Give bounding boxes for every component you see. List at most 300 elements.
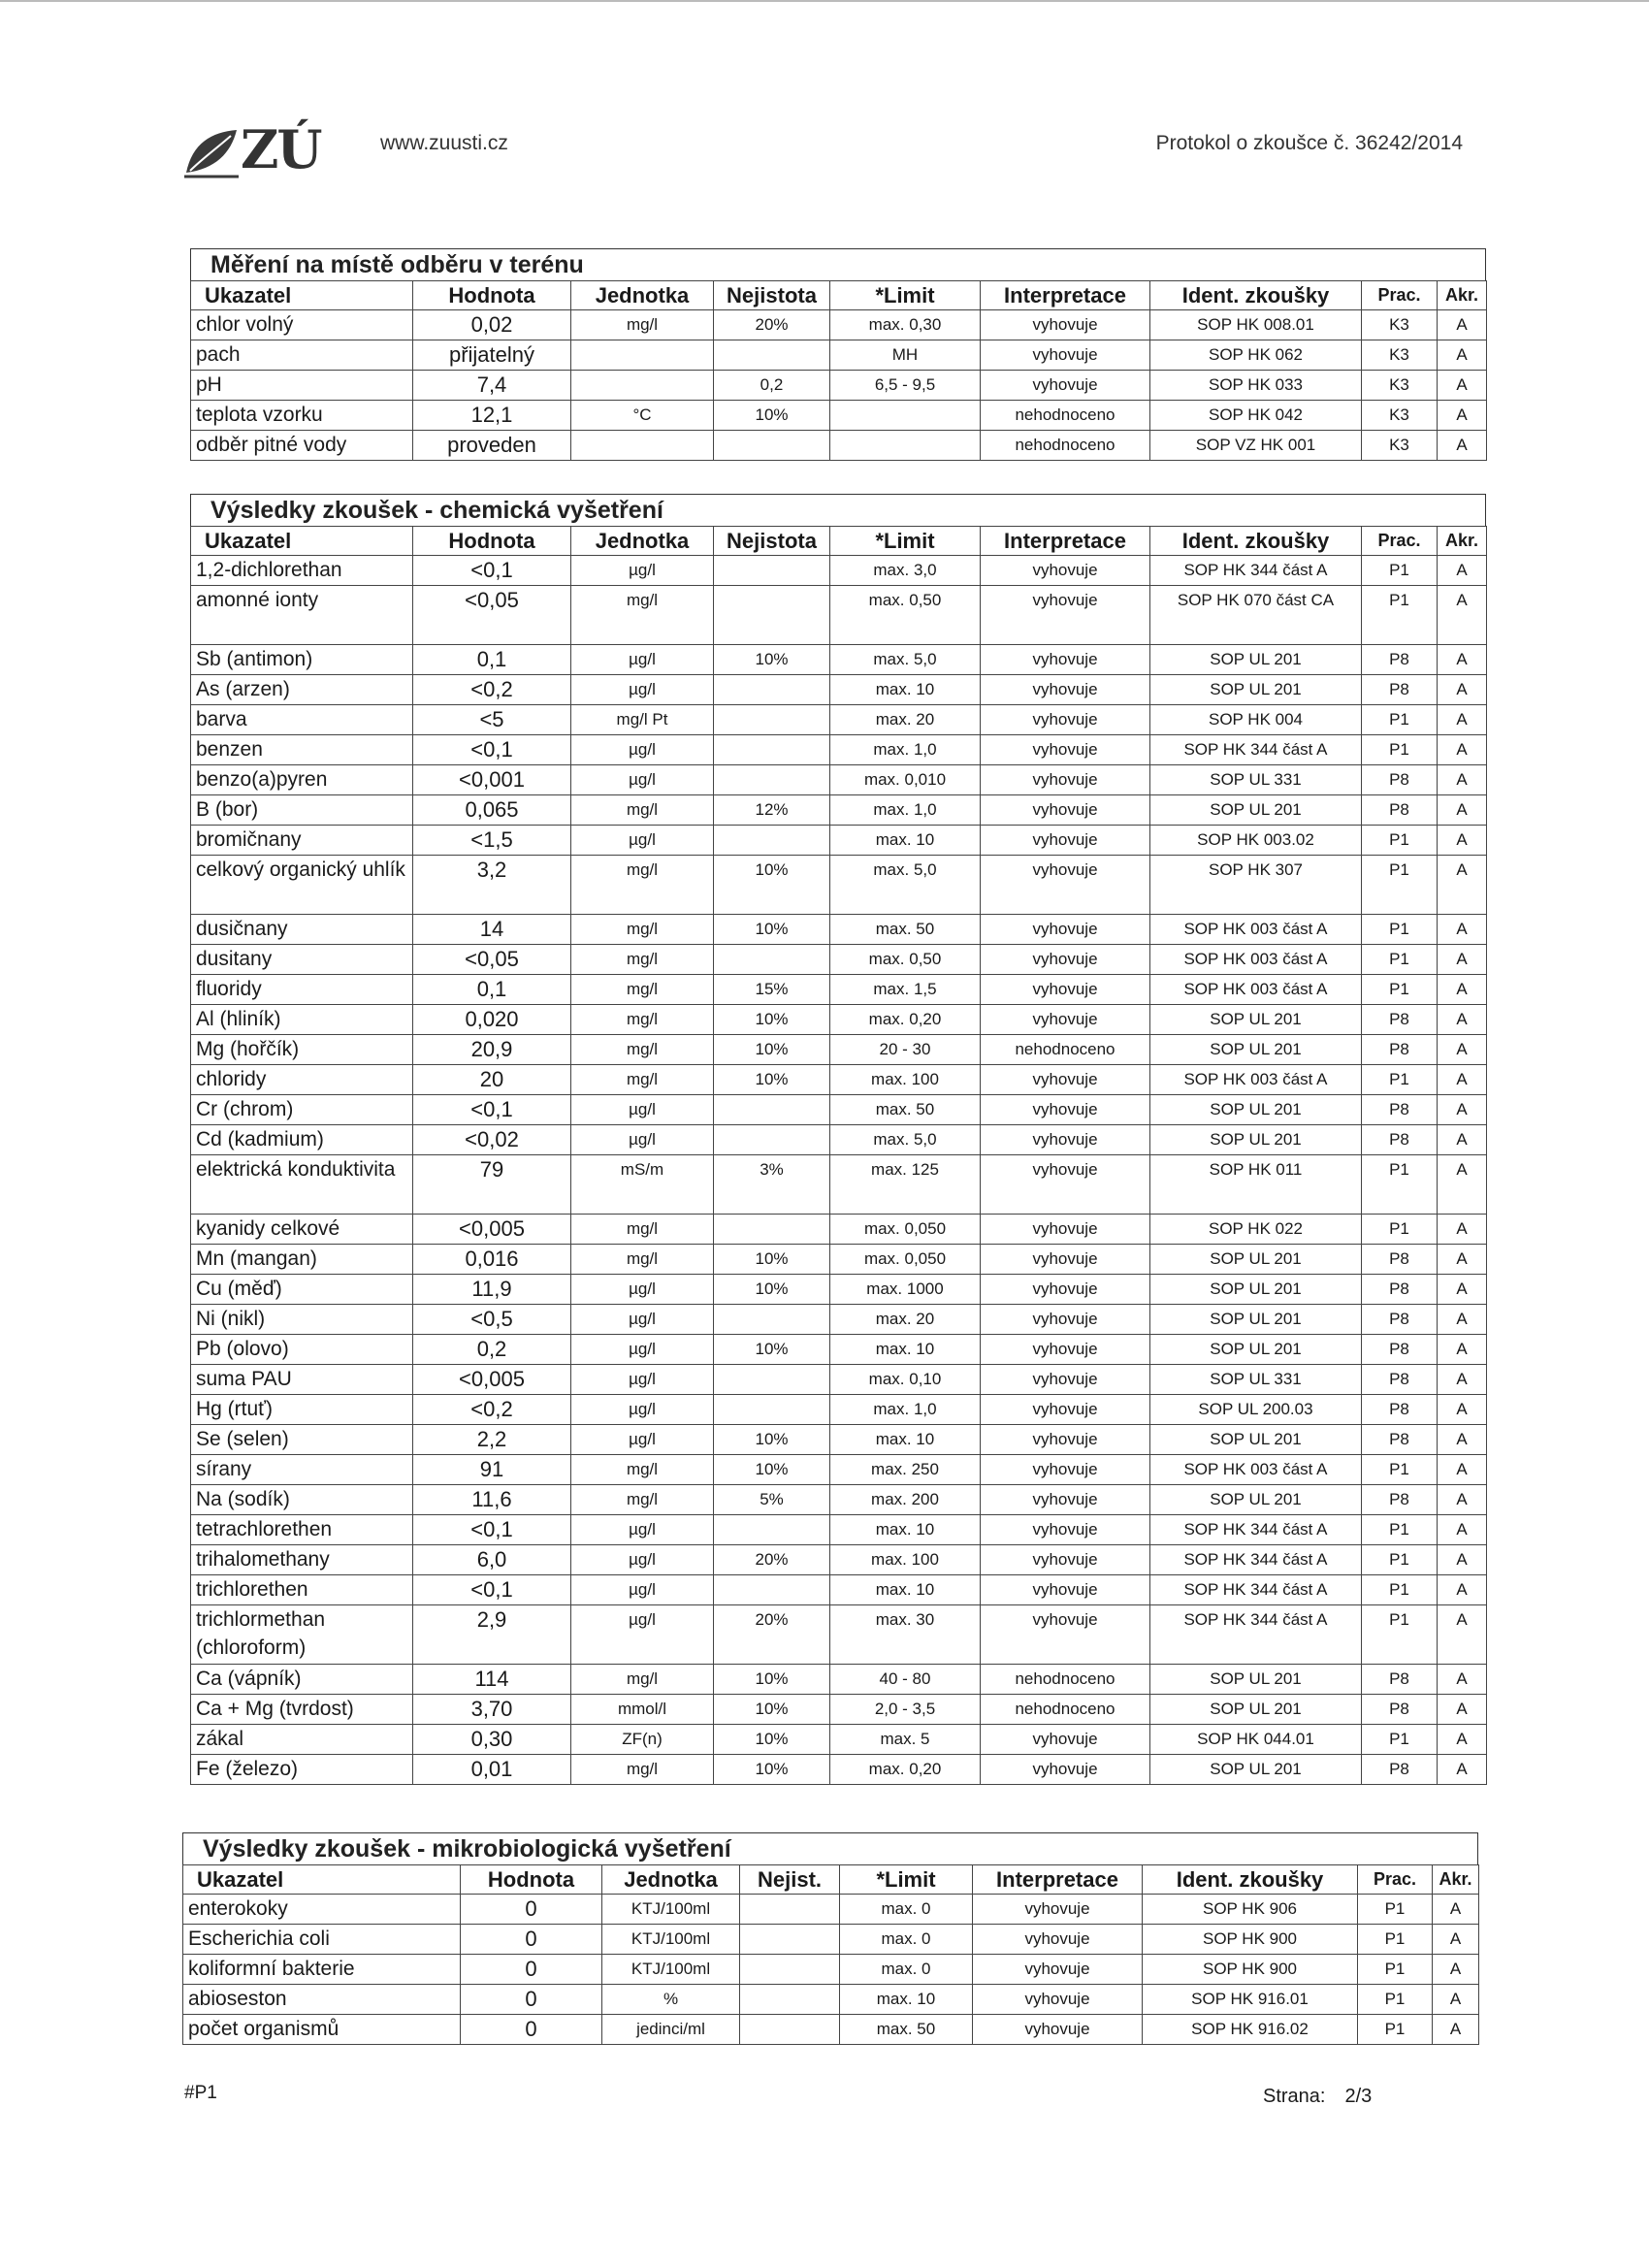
cell-value: 0,065 (413, 795, 571, 826)
cell-lab: P8 (1362, 1035, 1438, 1065)
cell-interpretation: vyhovuje (973, 1955, 1143, 1985)
table-header-row (191, 281, 1487, 310)
cell-interpretation: vyhovuje (981, 1605, 1150, 1665)
table-row (191, 1425, 1487, 1455)
cell-uncertainty: 15% (714, 975, 830, 1005)
table-row (191, 735, 1487, 765)
cell-uncertainty: 3% (714, 1155, 830, 1215)
cell-unit (571, 431, 714, 461)
cell-accreditation: A (1438, 1485, 1487, 1515)
table-row (191, 556, 1487, 586)
cell-value: 0 (461, 1955, 602, 1985)
cell-value: 0 (461, 1895, 602, 1925)
column-header-accreditation: Akr. (1438, 527, 1487, 556)
table-row (191, 1515, 1487, 1545)
cell-value: 3,2 (413, 856, 571, 915)
cell-accreditation: A (1438, 1695, 1487, 1725)
cell-indicator: počet organismů (183, 2015, 461, 2045)
cell-interpretation: vyhovuje (981, 1275, 1150, 1305)
cell-value: <0,02 (413, 1125, 571, 1155)
page-indicator (1263, 2086, 1372, 2108)
cell-indicator: Cd (kadmium) (191, 1125, 413, 1155)
cell-lab: P8 (1362, 765, 1438, 795)
cell-unit: µg/l (571, 826, 714, 856)
cell-unit: ZF(n) (571, 1725, 714, 1755)
cell-indicator: zákal (191, 1725, 413, 1755)
cell-interpretation: vyhovuje (981, 1395, 1150, 1425)
cell-test-id: SOP HK 916.01 (1143, 1985, 1358, 2015)
cell-test-id: SOP HK 062 (1150, 340, 1362, 371)
cell-accreditation: A (1433, 1925, 1479, 1955)
cell-value: 79 (413, 1155, 571, 1215)
cell-limit: max. 50 (840, 2015, 973, 2045)
cell-accreditation: A (1433, 1895, 1479, 1925)
cell-limit: max. 0,50 (830, 945, 981, 975)
cell-limit: max. 1,0 (830, 1395, 981, 1425)
cell-indicator: Escherichia coli (183, 1925, 461, 1955)
cell-interpretation: vyhovuje (981, 645, 1150, 675)
cell-interpretation: vyhovuje (981, 1725, 1150, 1755)
column-header-value: Hodnota (413, 527, 571, 556)
cell-indicator: benzo(a)pyren (191, 765, 413, 795)
cell-lab: P1 (1362, 705, 1438, 735)
cell-limit: max. 1000 (830, 1275, 981, 1305)
cell-interpretation: vyhovuje (981, 310, 1150, 340)
cell-interpretation: vyhovuje (981, 1245, 1150, 1275)
cell-lab: P8 (1362, 1665, 1438, 1695)
table-row (183, 1895, 1479, 1925)
column-header-interpretation: Interpretace (973, 1865, 1143, 1895)
cell-value: 14 (413, 915, 571, 945)
cell-accreditation: A (1433, 2015, 1479, 2045)
cell-interpretation: vyhovuje (981, 1155, 1150, 1215)
cell-value: <0,1 (413, 1095, 571, 1125)
cell-value: 0,01 (413, 1755, 571, 1785)
cell-test-id: SOP HK 003 část A (1150, 945, 1362, 975)
cell-interpretation: nehodnoceno (981, 1695, 1150, 1725)
cell-interpretation: vyhovuje (973, 1985, 1143, 2015)
cell-limit: max. 0,30 (830, 310, 981, 340)
cell-unit: µg/l (571, 735, 714, 765)
cell-unit: mg/l (571, 1035, 714, 1065)
cell-interpretation: vyhovuje (981, 1755, 1150, 1785)
table-row (191, 1725, 1487, 1755)
protocol-number: Protokol o zkoušce č. 36242/2014 (1155, 132, 1463, 154)
cell-value: 11,9 (413, 1275, 571, 1305)
cell-limit: max. 10 (840, 1985, 973, 2015)
cell-uncertainty: 10% (714, 1425, 830, 1455)
cell-value: 0,016 (413, 1245, 571, 1275)
table-row (191, 765, 1487, 795)
cell-uncertainty (740, 1985, 840, 2015)
cell-value: 2,9 (413, 1605, 571, 1665)
cell-test-id: SOP HK 042 (1150, 401, 1362, 431)
cell-indicator: suma PAU (191, 1365, 413, 1395)
cell-accreditation: A (1438, 586, 1487, 645)
cell-limit: max. 10 (830, 826, 981, 856)
cell-limit: max. 10 (830, 675, 981, 705)
cell-accreditation: A (1438, 1095, 1487, 1125)
cell-lab: P1 (1358, 1955, 1433, 1985)
table-row (191, 1125, 1487, 1155)
cell-accreditation: A (1438, 340, 1487, 371)
cell-lab: K3 (1362, 371, 1438, 401)
cell-indicator: benzen (191, 735, 413, 765)
cell-uncertainty (714, 1575, 830, 1605)
cell-indicator: pach (191, 340, 413, 371)
cell-accreditation: A (1433, 1985, 1479, 2015)
cell-uncertainty (714, 1515, 830, 1545)
cell-test-id: SOP UL 200.03 (1150, 1395, 1362, 1425)
cell-uncertainty (740, 1925, 840, 1955)
table-row (191, 1575, 1487, 1605)
cell-interpretation: nehodnoceno (981, 1035, 1150, 1065)
cell-indicator: Ni (nikl) (191, 1305, 413, 1335)
cell-limit: 20 - 30 (830, 1035, 981, 1065)
cell-limit: max. 10 (830, 1515, 981, 1545)
cell-test-id: SOP HK 344 část A (1150, 1575, 1362, 1605)
cell-value: <1,5 (413, 826, 571, 856)
page-value: 2/3 (1344, 2086, 1373, 2107)
cell-unit: °C (571, 401, 714, 431)
cell-lab: K3 (1362, 401, 1438, 431)
cell-lab: P1 (1362, 1545, 1438, 1575)
column-header-accreditation: Akr. (1438, 281, 1487, 310)
cell-limit: max. 5,0 (830, 645, 981, 675)
cell-uncertainty: 20% (714, 1545, 830, 1575)
column-header-indicator: Ukazatel (191, 527, 413, 556)
cell-lab: P1 (1362, 826, 1438, 856)
cell-uncertainty: 10% (714, 1245, 830, 1275)
cell-test-id: SOP HK 900 (1143, 1925, 1358, 1955)
cell-lab: P8 (1362, 675, 1438, 705)
cell-limit: max. 0,10 (830, 1365, 981, 1395)
cell-unit: µg/l (571, 765, 714, 795)
cell-uncertainty (714, 556, 830, 586)
cell-interpretation: vyhovuje (981, 1215, 1150, 1245)
table-row (191, 856, 1487, 915)
cell-indicator: trichlormethan (chloroform) (191, 1605, 413, 1665)
cell-indicator: Na (sodík) (191, 1485, 413, 1515)
cell-value: <0,001 (413, 765, 571, 795)
cell-unit: mg/l (571, 1755, 714, 1785)
cell-lab: P1 (1362, 586, 1438, 645)
cell-test-id: SOP HK 906 (1143, 1895, 1358, 1925)
cell-test-id: SOP HK 033 (1150, 371, 1362, 401)
table-row (183, 1955, 1479, 1985)
cell-indicator: dusitany (191, 945, 413, 975)
cell-uncertainty: 10% (714, 645, 830, 675)
cell-value: <0,005 (413, 1215, 571, 1245)
cell-accreditation: A (1438, 1125, 1487, 1155)
cell-unit: mS/m (571, 1155, 714, 1215)
cell-test-id: SOP HK 003 část A (1150, 1455, 1362, 1485)
cell-limit: max. 0,20 (830, 1755, 981, 1785)
cell-uncertainty (714, 1395, 830, 1425)
cell-interpretation: vyhovuje (973, 2015, 1143, 2045)
cell-lab: P1 (1362, 1515, 1438, 1545)
cell-indicator: amonné ionty (191, 586, 413, 645)
cell-indicator: Al (hliník) (191, 1005, 413, 1035)
cell-unit: µg/l (571, 1335, 714, 1365)
cell-indicator: B (bor) (191, 795, 413, 826)
cell-accreditation: A (1438, 310, 1487, 340)
cell-limit: max. 20 (830, 705, 981, 735)
cell-unit: µg/l (571, 1425, 714, 1455)
cell-unit: mg/l Pt (571, 705, 714, 735)
cell-limit: max. 0,20 (830, 1005, 981, 1035)
cell-uncertainty: 10% (714, 1755, 830, 1785)
cell-interpretation: vyhovuje (981, 735, 1150, 765)
cell-unit: mg/l (571, 1215, 714, 1245)
cell-accreditation: A (1438, 1605, 1487, 1665)
cell-accreditation: A (1438, 1395, 1487, 1425)
section-microbiological-results (182, 1832, 1478, 2045)
cell-limit: max. 10 (830, 1575, 981, 1605)
cell-lab: P8 (1362, 1395, 1438, 1425)
cell-interpretation: vyhovuje (981, 1425, 1150, 1455)
table-row (191, 310, 1487, 340)
cell-accreditation: A (1438, 1455, 1487, 1485)
institute-logo (182, 118, 321, 182)
section-chemical-results (190, 494, 1486, 1785)
cell-interpretation: vyhovuje (973, 1895, 1143, 1925)
cell-accreditation: A (1438, 1305, 1487, 1335)
cell-lab: P8 (1362, 1485, 1438, 1515)
cell-value: 6,0 (413, 1545, 571, 1575)
column-header-lab: Prac. (1362, 281, 1438, 310)
table-row (191, 401, 1487, 431)
cell-indicator: trihalomethany (191, 1545, 413, 1575)
cell-uncertainty: 10% (714, 1455, 830, 1485)
column-header-lab: Prac. (1362, 527, 1438, 556)
cell-lab: P1 (1362, 945, 1438, 975)
cell-value: přijatelný (413, 340, 571, 371)
cell-uncertainty: 10% (714, 915, 830, 945)
cell-uncertainty (714, 945, 830, 975)
cell-interpretation: vyhovuje (981, 1515, 1150, 1545)
cell-unit: µg/l (571, 1545, 714, 1575)
cell-unit: µg/l (571, 1365, 714, 1395)
cell-indicator: dusičnany (191, 915, 413, 945)
cell-lab: P8 (1362, 1365, 1438, 1395)
cell-uncertainty (714, 586, 830, 645)
cell-accreditation: A (1438, 1155, 1487, 1215)
cell-indicator: Fe (železo) (191, 1755, 413, 1785)
cell-limit: max. 0,010 (830, 765, 981, 795)
table-row (191, 645, 1487, 675)
cell-unit: mg/l (571, 1665, 714, 1695)
cell-interpretation: nehodnoceno (981, 401, 1150, 431)
cell-value: 0,020 (413, 1005, 571, 1035)
cell-interpretation: vyhovuje (981, 1125, 1150, 1155)
cell-uncertainty (714, 675, 830, 705)
cell-accreditation: A (1438, 1515, 1487, 1545)
cell-lab: P1 (1358, 1895, 1433, 1925)
cell-lab: P1 (1362, 1155, 1438, 1215)
cell-test-id: SOP UL 201 (1150, 1095, 1362, 1125)
cell-accreditation: A (1438, 826, 1487, 856)
cell-test-id: SOP UL 201 (1150, 1305, 1362, 1335)
cell-limit: 40 - 80 (830, 1665, 981, 1695)
cell-interpretation: vyhovuje (981, 1335, 1150, 1365)
cell-test-id: SOP HK 011 (1150, 1155, 1362, 1215)
table-row (191, 826, 1487, 856)
cell-indicator: Ca (vápník) (191, 1665, 413, 1695)
table-row (191, 915, 1487, 945)
cell-test-id: SOP UL 201 (1150, 675, 1362, 705)
cell-interpretation: vyhovuje (981, 1455, 1150, 1485)
cell-test-id: SOP UL 201 (1150, 1665, 1362, 1695)
cell-accreditation: A (1438, 1245, 1487, 1275)
cell-limit: max. 1,0 (830, 735, 981, 765)
cell-test-id: SOP HK 344 část A (1150, 556, 1362, 586)
cell-indicator: kyanidy celkové (191, 1215, 413, 1245)
table-row (191, 1035, 1487, 1065)
cell-limit: max. 20 (830, 1305, 981, 1335)
cell-accreditation: A (1438, 401, 1487, 431)
cell-value: <0,05 (413, 945, 571, 975)
table-row (191, 431, 1487, 461)
cell-value: <0,005 (413, 1365, 571, 1395)
table-header-row (191, 527, 1487, 556)
cell-value: <0,1 (413, 1515, 571, 1545)
cell-value: 11,6 (413, 1485, 571, 1515)
cell-limit: max. 0 (840, 1895, 973, 1925)
cell-value: 91 (413, 1455, 571, 1485)
cell-indicator: celkový organický uhlík (191, 856, 413, 915)
table-row (191, 1095, 1487, 1125)
cell-lab: P8 (1362, 1695, 1438, 1725)
cell-unit: mg/l (571, 915, 714, 945)
cell-indicator: Sb (antimon) (191, 645, 413, 675)
cell-lab: P1 (1362, 856, 1438, 915)
cell-test-id: SOP UL 201 (1150, 1695, 1362, 1725)
results-table (190, 280, 1487, 461)
cell-indicator: trichlorethen (191, 1575, 413, 1605)
cell-accreditation: A (1438, 705, 1487, 735)
cell-value: 12,1 (413, 401, 571, 431)
cell-limit: max. 5 (830, 1725, 981, 1755)
cell-unit: mg/l (571, 1245, 714, 1275)
table-row (191, 1245, 1487, 1275)
cell-accreditation: A (1438, 1365, 1487, 1395)
table-row (191, 1275, 1487, 1305)
cell-limit: max. 50 (830, 1095, 981, 1125)
cell-test-id: SOP UL 201 (1150, 1125, 1362, 1155)
page-header (182, 118, 1472, 182)
column-header-test-id: Ident. zkoušky (1150, 527, 1362, 556)
website-link[interactable]: www.zuusti.cz (380, 132, 508, 154)
cell-test-id: SOP HK 916.02 (1143, 2015, 1358, 2045)
cell-lab: P8 (1362, 1245, 1438, 1275)
scan-edge-line (0, 0, 1649, 2)
table-row (191, 1395, 1487, 1425)
cell-accreditation: A (1438, 915, 1487, 945)
cell-indicator: Mg (hořčík) (191, 1035, 413, 1065)
cell-value: <0,2 (413, 675, 571, 705)
column-header-accreditation: Akr. (1433, 1865, 1479, 1895)
cell-accreditation: A (1438, 856, 1487, 915)
cell-test-id: SOP HK 008.01 (1150, 310, 1362, 340)
section-title: Výsledky zkoušek - mikrobiologická vyšetření (182, 1832, 1478, 1864)
cell-lab: P1 (1362, 1455, 1438, 1485)
table-row (183, 1985, 1479, 2015)
cell-test-id: SOP UL 201 (1150, 795, 1362, 826)
cell-test-id: SOP HK 900 (1143, 1955, 1358, 1985)
table-row (191, 1155, 1487, 1215)
results-table (190, 526, 1487, 1785)
cell-value: 114 (413, 1665, 571, 1695)
cell-lab: P8 (1362, 645, 1438, 675)
cell-unit: mg/l (571, 975, 714, 1005)
cell-unit: mg/l (571, 310, 714, 340)
cell-uncertainty: 10% (714, 1725, 830, 1755)
cell-interpretation: vyhovuje (981, 556, 1150, 586)
cell-value: 0 (461, 1925, 602, 1955)
column-header-unit: Jednotka (571, 527, 714, 556)
section-title: Měření na místě odběru v terénu (190, 248, 1486, 280)
table-row (191, 1365, 1487, 1395)
cell-indicator: Se (selen) (191, 1425, 413, 1455)
cell-unit: % (602, 1985, 740, 2015)
cell-limit: max. 3,0 (830, 556, 981, 586)
cell-value: <0,5 (413, 1305, 571, 1335)
cell-interpretation: vyhovuje (981, 1005, 1150, 1035)
cell-uncertainty: 10% (714, 1695, 830, 1725)
table-row (191, 586, 1487, 645)
cell-value: 3,70 (413, 1695, 571, 1725)
cell-value: 0 (461, 2015, 602, 2045)
column-header-test-id: Ident. zkoušky (1143, 1865, 1358, 1895)
table-row (191, 1455, 1487, 1485)
cell-accreditation: A (1438, 431, 1487, 461)
cell-value: proveden (413, 431, 571, 461)
cell-value: 7,4 (413, 371, 571, 401)
cell-lab: P1 (1362, 556, 1438, 586)
table-row (191, 371, 1487, 401)
cell-accreditation: A (1438, 1425, 1487, 1455)
column-header-lab: Prac. (1358, 1865, 1433, 1895)
cell-lab: K3 (1362, 431, 1438, 461)
cell-indicator: pH (191, 371, 413, 401)
cell-accreditation: A (1438, 735, 1487, 765)
cell-lab: P1 (1358, 1985, 1433, 2015)
cell-uncertainty (714, 1305, 830, 1335)
cell-uncertainty: 20% (714, 310, 830, 340)
column-header-interpretation: Interpretace (981, 281, 1150, 310)
cell-lab: P1 (1362, 915, 1438, 945)
cell-value: 0 (461, 1985, 602, 2015)
cell-uncertainty: 10% (714, 1065, 830, 1095)
cell-uncertainty: 5% (714, 1485, 830, 1515)
cell-interpretation: vyhovuje (981, 586, 1150, 645)
cell-unit: mg/l (571, 945, 714, 975)
cell-unit: mg/l (571, 856, 714, 915)
cell-value: 20,9 (413, 1035, 571, 1065)
cell-uncertainty (714, 705, 830, 735)
cell-value: <5 (413, 705, 571, 735)
table-row (191, 1695, 1487, 1725)
cell-accreditation: A (1438, 556, 1487, 586)
cell-accreditation: A (1433, 1955, 1479, 1985)
cell-interpretation: vyhovuje (981, 945, 1150, 975)
cell-uncertainty (714, 1215, 830, 1245)
cell-limit: 2,0 - 3,5 (830, 1695, 981, 1725)
cell-test-id: SOP UL 201 (1150, 1245, 1362, 1275)
cell-lab: P8 (1362, 1125, 1438, 1155)
cell-test-id: SOP HK 003.02 (1150, 826, 1362, 856)
